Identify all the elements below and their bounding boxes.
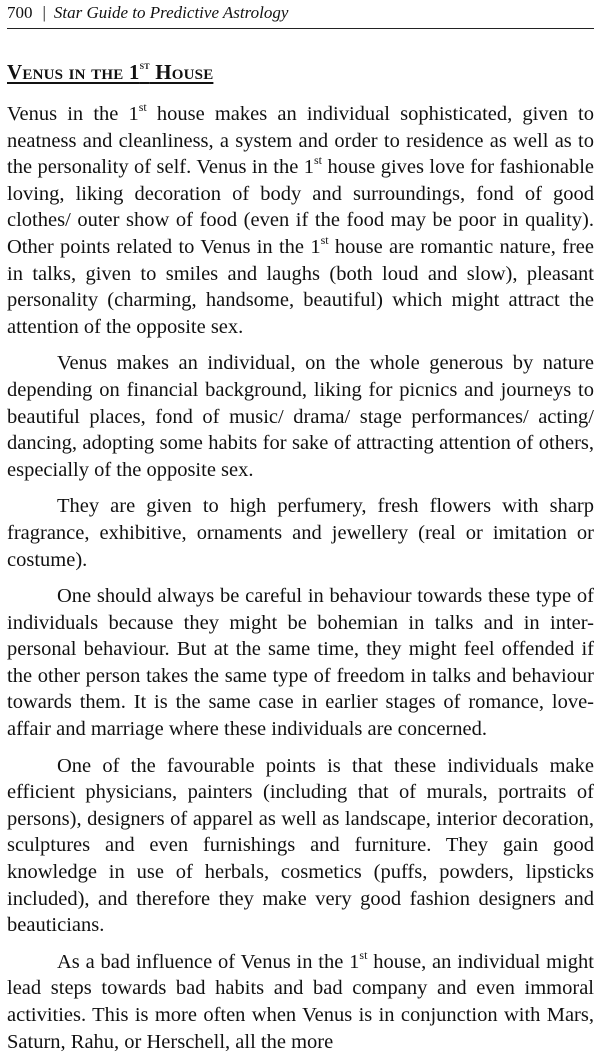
text-run: Venus makes an individual, on the whole generous by nature depending on financial background, liking for picnics and journeys to beautiful places, fond of music/ drama/ stage performances/ acting/ dancing, adopting some habits for sake of attracting attention of others, especially of the opposite sex. <box>7 352 594 481</box>
book-title: Star Guide to Predictive Astrology <box>53 3 289 22</box>
paragraph <box>7 350 594 483</box>
text-run: house, an individual might lead steps towards bad habits and bad company and even immoral activities. This is more often when Venus is in conjunction with Mars, Saturn, Rahu, or Herschell, all the more <box>7 950 594 1053</box>
text-run: Venus in the 1 <box>7 103 139 125</box>
section-heading-ordinal: st <box>139 58 150 72</box>
ordinal-suffix: st <box>359 947 368 962</box>
text-run: house gives love for fashionable loving, liking decoration of body and surroundings, fond of good clothes/ outer show of food (even if the food may be poor in quality). Other points related to Venus in the 1 <box>7 156 594 258</box>
running-head <box>7 0 594 29</box>
section-heading <box>7 59 594 85</box>
page-number: 700 <box>7 3 33 22</box>
paragraph <box>7 101 594 340</box>
paragraph <box>7 583 594 743</box>
running-head-separator: | <box>42 3 46 22</box>
ordinal-suffix: st <box>320 232 329 247</box>
section-heading-post: House <box>149 60 214 84</box>
text-run: house are romantic nature, free in talks, given to smiles and laughs (both loud and slow), pleasant personality (charming, handsome, beautiful) which might attract the attention of the opposite sex. <box>7 235 594 338</box>
paragraph <box>7 493 594 573</box>
text-run: As a bad influence of Venus in the 1 <box>57 950 360 973</box>
paragraph <box>7 753 594 939</box>
body-text <box>7 101 594 1055</box>
section-heading-pre: Venus in the 1 <box>7 60 140 84</box>
paragraph <box>7 949 594 1055</box>
text-run: One should always be careful in behaviour towards these type of individuals because they might be bohemian in talks and in inter-personal behaviour. But at the same time, they might feel offended if the other person takes the same type of freedom in talks and behaviour towards them. It is the same case in earlier stages of romance, love-affair and marriage where these individuals are concerned. <box>7 585 594 741</box>
ordinal-suffix: st <box>138 100 147 114</box>
ordinal-suffix: st <box>313 153 322 168</box>
text-run: house makes an individual sophisticated, given to neatness and cleanliness, a system and order to residence as well as to the personality of self. Venus in the 1 <box>7 103 595 179</box>
text-run: One of the favourable points is that these individuals make efficient physicians, painters (including that of murals, portraits of persons), designers of apparel as well as landscape, interior decoration, sculptures and even furnishings and furniture. They gain good knowledge in use of herbals, cosmetics (puffs, powders, lipsticks included), and therefore they make very good fashion designers and beauticians. <box>7 754 594 937</box>
text-run: They are given to high perfumery, fresh flowers with sharp fragrance, exhibitive, ornaments and jewellery (real or imitation or costume). <box>7 495 594 571</box>
